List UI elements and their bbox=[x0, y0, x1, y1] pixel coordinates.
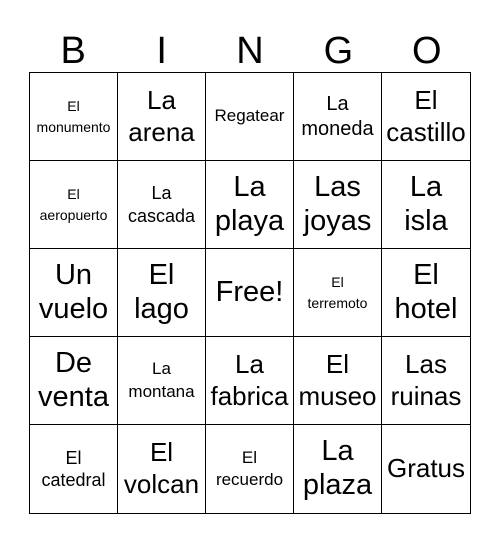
bingo-cell bbox=[30, 161, 118, 249]
cell-label: El hotel bbox=[394, 258, 458, 325]
bingo-cell bbox=[118, 425, 206, 513]
bingo-cell bbox=[206, 425, 294, 513]
bingo-cell bbox=[206, 161, 294, 249]
cell-label: El volcan bbox=[123, 437, 200, 499]
bingo-cell bbox=[294, 249, 382, 337]
cell-label: Un vuelo bbox=[38, 258, 109, 325]
cell-label: La fabrica bbox=[210, 348, 289, 411]
cell-label: El museo bbox=[298, 348, 377, 411]
bingo-cell bbox=[382, 73, 470, 161]
cell-label: La plaza bbox=[302, 435, 373, 501]
bingo-grid bbox=[29, 72, 471, 514]
header-letter-g: G bbox=[323, 30, 354, 72]
bingo-card bbox=[29, 0, 471, 544]
cell-label: La arena bbox=[128, 84, 195, 147]
bingo-cell bbox=[30, 337, 118, 425]
header-letter-n: N bbox=[236, 30, 264, 72]
header-letter-b: B bbox=[60, 30, 86, 72]
bingo-cell bbox=[294, 161, 382, 249]
bingo-cell bbox=[294, 425, 382, 513]
bingo-cell bbox=[118, 249, 206, 337]
bingo-cell bbox=[382, 249, 470, 337]
cell-label: El lago bbox=[134, 258, 189, 325]
cell-label: El terremoto bbox=[307, 273, 368, 311]
free-space-cell bbox=[206, 249, 294, 337]
cell-label: El recuerdo bbox=[215, 447, 284, 489]
bingo-cell bbox=[382, 425, 470, 513]
cell-label: La moneda bbox=[301, 92, 374, 140]
cell-label: La playa bbox=[214, 170, 285, 237]
cell-label: El aeropuerto bbox=[39, 185, 108, 223]
bingo-cell bbox=[206, 337, 294, 425]
bingo-cell bbox=[206, 73, 294, 161]
bingo-header bbox=[29, 28, 471, 74]
cell-label: Regatear bbox=[214, 106, 285, 126]
bingo-cell bbox=[118, 337, 206, 425]
cell-label: Las ruinas bbox=[390, 348, 462, 411]
cell-label: La cascada bbox=[127, 183, 196, 226]
bingo-cell bbox=[382, 161, 470, 249]
header-letter-i: I bbox=[156, 30, 167, 72]
bingo-cell bbox=[294, 73, 382, 161]
cell-label: Gratus bbox=[386, 453, 466, 484]
cell-label: La isla bbox=[404, 170, 448, 237]
cell-label: El monumento bbox=[36, 97, 111, 135]
bingo-cell bbox=[30, 425, 118, 513]
cell-label: Las joyas bbox=[303, 170, 372, 237]
cell-label: El catedral bbox=[41, 447, 106, 490]
bingo-cell bbox=[30, 73, 118, 161]
cell-label: El castillo bbox=[386, 84, 466, 147]
bingo-cell bbox=[118, 161, 206, 249]
bingo-cell bbox=[118, 73, 206, 161]
cell-label: La montana bbox=[128, 359, 195, 401]
bingo-cell bbox=[382, 337, 470, 425]
header-letter-o: O bbox=[412, 30, 442, 72]
bingo-cell bbox=[30, 249, 118, 337]
free-space-label: Free! bbox=[215, 275, 284, 308]
bingo-cell bbox=[294, 337, 382, 425]
cell-label: De venta bbox=[38, 346, 109, 413]
